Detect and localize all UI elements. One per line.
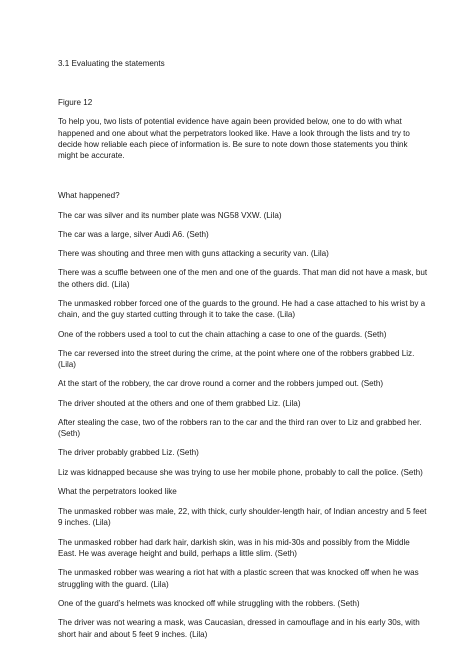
perpetrators-title: What the perpetrators looked like [58,487,177,497]
description-item: The unmasked robber was male, 22, with thick, curly shoulder-length hair, of Indian ancestry and 5 feet 9 inches. (Lila) [58,507,427,528]
description-item: The unmasked robber had dark hair, darkish skin, was in his mid-30s and possibly from the Middle East. He was average height and build, perhaps a little slim. (Seth) [58,537,410,559]
figure-label: Figure 12 [58,98,93,107]
statement-item: At the start of the robbery, the car drove round a corner and the robbers jumped out. (Seth) [58,379,384,389]
statement-item: The car was silver and its number plate was NG58 VXW. (Lila) [58,210,282,220]
statement-item: The car reversed into the street during the crime, at the point where one of the robbers grabbed Liz. (Lila) [58,348,415,370]
statement-item: The unmasked robber forced one of the guards to the ground. He had a case attached to his wrist by a chain, and the guy started cutting through it to take the case. (Lila) [58,298,426,320]
statement-item: Liz was kidnapped because she was trying to use her mobile phone, probably to call the police. (Seth) [58,467,423,477]
statement-item: The driver probably grabbed Liz. (Seth) [58,448,199,458]
description-item: The driver was not wearing a mask, was Caucasian, dressed in camouflage and in his early 30s, with short hair and about 5 feet 9 inches. (Lila) [58,618,420,639]
statement-item: The driver shouted at the others and one of them grabbed Liz. (Lila) [58,398,301,408]
statement-item: One of the robbers used a tool to cut the chain attaching a case to one of the guards. (Seth) [58,329,387,339]
what-happened-title: What happened? [58,190,120,200]
section-heading: 3.1 Evaluating the statements [58,59,165,68]
statement-item: After stealing the case, two of the robbers ran to the car and the third ran over to Liz and grabbed her. (Seth) [58,417,422,439]
description-item: The unmasked robber was wearing a riot hat with a plastic screen that was knocked off when he was struggling with the guard. (Lila) [58,568,419,589]
statement-item: There was a scuffle between one of the men and one of the guards. That man did not have a mask, but the others did. (Lila) [58,268,428,289]
what-happened-list [58,210,429,640]
statement-item: The car was a large, silver Audi A6. (Seth) [58,229,209,239]
statement-item: There was shouting and three men with guns attacking a security van. (Lila) [58,249,329,259]
intro-paragraph: To help you, two lists of potential evidence have again been provided below, one to do with what happened and one about what the perpetrators looked like. Have a look through the lists and try to decide how reliable each piece of information is. Be sure to note down those statements you think might be accurate. [58,117,410,161]
description-item: One of the guard’s helmets was knocked off while struggling with the robbers. (Seth) [58,598,360,608]
